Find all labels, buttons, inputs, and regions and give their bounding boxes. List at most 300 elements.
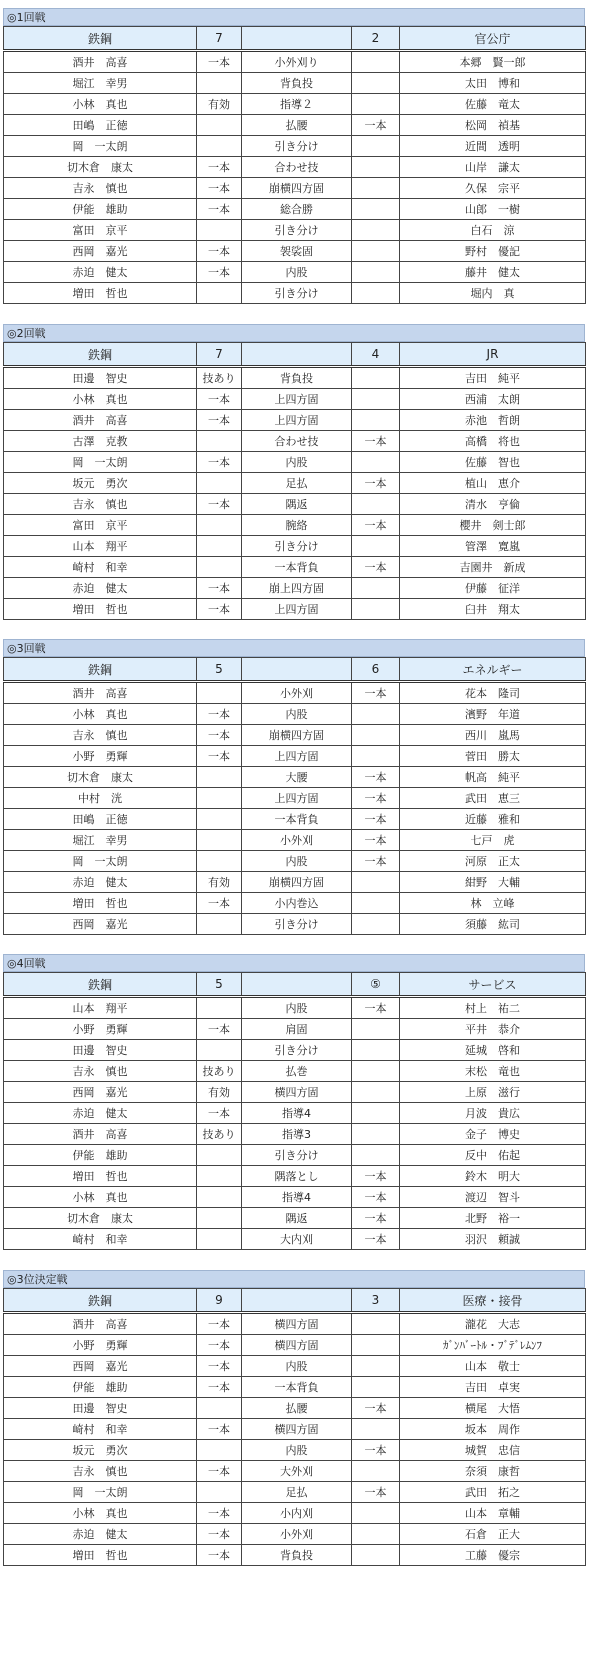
result-a xyxy=(197,136,242,157)
player-a: 富田 京平 xyxy=(4,220,197,241)
match-table xyxy=(3,26,586,304)
result-a xyxy=(197,1398,242,1419)
player-a: 伊能 雄助 xyxy=(4,1145,197,1166)
result-a: 一本 xyxy=(197,893,242,914)
result-a xyxy=(197,536,242,557)
bout-row xyxy=(4,578,586,599)
player-b: 延城 啓和 xyxy=(400,1040,586,1061)
result-a xyxy=(197,1187,242,1208)
bout-row xyxy=(4,1356,586,1377)
round-section xyxy=(3,8,585,304)
result-a: 一本 xyxy=(197,1019,242,1040)
header-blank xyxy=(242,658,352,682)
technique: 内股 xyxy=(242,851,352,872)
player-a: 小林 真也 xyxy=(4,1503,197,1524)
bout-row xyxy=(4,809,586,830)
player-a: 西岡 嘉光 xyxy=(4,1356,197,1377)
technique: 内股 xyxy=(242,262,352,283)
bout-row xyxy=(4,199,586,220)
result-b xyxy=(352,1377,400,1398)
round-title: ◎1回戦 xyxy=(3,8,585,26)
result-a xyxy=(197,1145,242,1166)
result-a xyxy=(197,1440,242,1461)
player-b: 櫻井 剣士郎 xyxy=(400,515,586,536)
bout-row xyxy=(4,136,586,157)
result-a: 一本 xyxy=(197,1419,242,1440)
player-a: 山本 翔平 xyxy=(4,536,197,557)
bout-row xyxy=(4,1461,586,1482)
player-a: 小林 真也 xyxy=(4,704,197,725)
bout-row xyxy=(4,452,586,473)
bout-row xyxy=(4,73,586,94)
result-a: 一本 xyxy=(197,599,242,620)
team-a-score: 7 xyxy=(197,27,242,51)
player-a: 赤迫 健太 xyxy=(4,262,197,283)
result-b xyxy=(352,262,400,283)
match-table xyxy=(3,972,586,1250)
player-b: ｶﾞﾝﾊﾞｰﾄﾙ・ﾌﾞﾃﾞﾚﾑﾝﾌ xyxy=(400,1335,586,1356)
player-b: 野村 優記 xyxy=(400,241,586,262)
result-b xyxy=(352,536,400,557)
round-title: ◎3位決定戦 xyxy=(3,1270,585,1288)
player-b: 吉田 卓実 xyxy=(400,1377,586,1398)
player-b: 管澤 寛嵐 xyxy=(400,536,586,557)
result-b xyxy=(352,1061,400,1082)
bout-row xyxy=(4,893,586,914)
player-a: 増田 哲也 xyxy=(4,1166,197,1187)
player-a: 酒井 高喜 xyxy=(4,410,197,431)
technique: 引き分け xyxy=(242,536,352,557)
player-a: 増田 哲也 xyxy=(4,1545,197,1566)
match-table xyxy=(3,657,586,935)
player-b: 伊藤 征洋 xyxy=(400,578,586,599)
technique: 内股 xyxy=(242,452,352,473)
team-b-score: 4 xyxy=(352,343,400,367)
result-b: 一本 xyxy=(352,767,400,788)
bout-row xyxy=(4,1482,586,1503)
result-b: 一本 xyxy=(352,115,400,136)
bout-row xyxy=(4,473,586,494)
player-b: 上原 滋行 xyxy=(400,1082,586,1103)
bout-row xyxy=(4,1503,586,1524)
technique: 内股 xyxy=(242,1440,352,1461)
result-a: 一本 xyxy=(197,1503,242,1524)
player-a: 坂元 勇次 xyxy=(4,1440,197,1461)
player-b: 高橋 将也 xyxy=(400,431,586,452)
round-title: ◎2回戦 xyxy=(3,324,585,342)
bout-row xyxy=(4,431,586,452)
player-b: 紺野 大輔 xyxy=(400,872,586,893)
player-a: 岡 一太朗 xyxy=(4,136,197,157)
result-a xyxy=(197,1482,242,1503)
player-b: 佐藤 智也 xyxy=(400,452,586,473)
player-b: 鈴木 明大 xyxy=(400,1166,586,1187)
result-b xyxy=(352,1040,400,1061)
result-a xyxy=(197,473,242,494)
result-a: 技あり xyxy=(197,1124,242,1145)
result-a: 技あり xyxy=(197,1061,242,1082)
player-a: 崎村 和幸 xyxy=(4,1419,197,1440)
result-b: 一本 xyxy=(352,1398,400,1419)
result-b xyxy=(352,1313,400,1335)
technique: 一本背負 xyxy=(242,1377,352,1398)
player-b: 太田 博和 xyxy=(400,73,586,94)
result-b: 一本 xyxy=(352,830,400,851)
technique: 指導3 xyxy=(242,1124,352,1145)
technique: 肩固 xyxy=(242,1019,352,1040)
bout-row xyxy=(4,241,586,262)
header-blank xyxy=(242,1289,352,1313)
player-b: 近藤 雅和 xyxy=(400,809,586,830)
bout-row xyxy=(4,1524,586,1545)
result-b: 一本 xyxy=(352,1229,400,1250)
technique: 大内刈 xyxy=(242,1229,352,1250)
player-b: 佐藤 竜太 xyxy=(400,94,586,115)
player-a: 吉永 慎也 xyxy=(4,1461,197,1482)
player-b: 藤井 健太 xyxy=(400,262,586,283)
technique: 隅返 xyxy=(242,1208,352,1229)
result-b xyxy=(352,578,400,599)
bout-row xyxy=(4,283,586,304)
player-b: 瀧花 大志 xyxy=(400,1313,586,1335)
header-blank xyxy=(242,343,352,367)
technique: 指導4 xyxy=(242,1103,352,1124)
result-a: 一本 xyxy=(197,578,242,599)
result-b xyxy=(352,367,400,389)
technique: 一本背負 xyxy=(242,809,352,830)
result-b xyxy=(352,1124,400,1145)
player-a: 岡 一太朗 xyxy=(4,1482,197,1503)
result-b xyxy=(352,893,400,914)
player-b: 白石 涼 xyxy=(400,220,586,241)
technique: 払巻 xyxy=(242,1061,352,1082)
technique: 横四方固 xyxy=(242,1313,352,1335)
bout-row xyxy=(4,746,586,767)
technique: 引き分け xyxy=(242,136,352,157)
team-b-score: 3 xyxy=(352,1289,400,1313)
bout-row xyxy=(4,1377,586,1398)
player-b: 山本 章輔 xyxy=(400,1503,586,1524)
technique: 足払 xyxy=(242,473,352,494)
technique: 引き分け xyxy=(242,283,352,304)
bout-row xyxy=(4,1103,586,1124)
technique: 払腰 xyxy=(242,1398,352,1419)
player-a: 伊能 雄助 xyxy=(4,199,197,220)
result-b xyxy=(352,73,400,94)
round-title: ◎4回戦 xyxy=(3,954,585,972)
bout-row xyxy=(4,1019,586,1040)
technique: 腕絡 xyxy=(242,515,352,536)
technique: 上四方固 xyxy=(242,410,352,431)
result-a: 一本 xyxy=(197,1335,242,1356)
player-a: 小林 真也 xyxy=(4,389,197,410)
result-a: 一本 xyxy=(197,704,242,725)
player-b: 反中 佑起 xyxy=(400,1145,586,1166)
team-a-score: 5 xyxy=(197,973,242,997)
player-a: 崎村 和幸 xyxy=(4,557,197,578)
bout-row xyxy=(4,851,586,872)
bout-row xyxy=(4,515,586,536)
team-b-name: 官公庁 xyxy=(400,27,586,51)
result-b xyxy=(352,410,400,431)
result-b: 一本 xyxy=(352,809,400,830)
player-a: 酒井 高喜 xyxy=(4,682,197,704)
technique: 背負投 xyxy=(242,73,352,94)
result-b xyxy=(352,389,400,410)
player-b: 渡辺 智斗 xyxy=(400,1187,586,1208)
technique: 一本背負 xyxy=(242,557,352,578)
result-a: 一本 xyxy=(197,746,242,767)
result-a: 一本 xyxy=(197,1545,242,1566)
player-b: 坂本 周作 xyxy=(400,1419,586,1440)
technique: 小外刈 xyxy=(242,830,352,851)
player-a: 酒井 高喜 xyxy=(4,1313,197,1335)
player-a: 崎村 和幸 xyxy=(4,1229,197,1250)
bout-row xyxy=(4,704,586,725)
player-a: 山本 翔平 xyxy=(4,997,197,1019)
technique: 大外刈 xyxy=(242,1461,352,1482)
player-b: 北野 裕一 xyxy=(400,1208,586,1229)
player-b: 月波 貴広 xyxy=(400,1103,586,1124)
result-b xyxy=(352,283,400,304)
player-a: 富田 京平 xyxy=(4,515,197,536)
player-a: 坂元 勇次 xyxy=(4,473,197,494)
result-b xyxy=(352,704,400,725)
technique: 引き分け xyxy=(242,1040,352,1061)
player-a: 吉永 慎也 xyxy=(4,178,197,199)
result-b: 一本 xyxy=(352,1482,400,1503)
result-a: 一本 xyxy=(197,1524,242,1545)
result-b xyxy=(352,1356,400,1377)
result-b: 一本 xyxy=(352,1208,400,1229)
player-b: 吉園井 新成 xyxy=(400,557,586,578)
bout-row xyxy=(4,1398,586,1419)
player-b: 吉田 純平 xyxy=(400,367,586,389)
result-b xyxy=(352,1503,400,1524)
player-a: 中村 洸 xyxy=(4,788,197,809)
result-a xyxy=(197,220,242,241)
player-b: 本郷 賢一郎 xyxy=(400,51,586,73)
team-a-name: 鉄鋼 xyxy=(4,343,197,367)
technique: 崩横四方固 xyxy=(242,725,352,746)
team-a-name: 鉄鋼 xyxy=(4,658,197,682)
technique: 横四方固 xyxy=(242,1082,352,1103)
result-a xyxy=(197,515,242,536)
result-a: 一本 xyxy=(197,410,242,431)
bout-row xyxy=(4,1440,586,1461)
bout-row xyxy=(4,1040,586,1061)
player-a: 吉永 慎也 xyxy=(4,494,197,515)
player-b: 山岸 謙太 xyxy=(400,157,586,178)
technique: 払腰 xyxy=(242,115,352,136)
player-a: 赤迫 健太 xyxy=(4,578,197,599)
player-b: 武田 恵三 xyxy=(400,788,586,809)
player-b: 羽沢 頼誠 xyxy=(400,1229,586,1250)
technique: 袈裟固 xyxy=(242,241,352,262)
bout-row xyxy=(4,178,586,199)
result-a: 一本 xyxy=(197,1356,242,1377)
header-row xyxy=(4,658,586,682)
result-b xyxy=(352,1103,400,1124)
player-b: 濱野 年道 xyxy=(400,704,586,725)
result-a: 一本 xyxy=(197,1377,242,1398)
player-b: 石倉 正大 xyxy=(400,1524,586,1545)
player-b: 西川 嵐馬 xyxy=(400,725,586,746)
result-a: 一本 xyxy=(197,199,242,220)
bout-row xyxy=(4,367,586,389)
result-b: 一本 xyxy=(352,997,400,1019)
team-b-score: 2 xyxy=(352,27,400,51)
player-b: 武田 拓之 xyxy=(400,1482,586,1503)
header-blank xyxy=(242,27,352,51)
bout-row xyxy=(4,262,586,283)
player-b: 金子 博史 xyxy=(400,1124,586,1145)
technique: 背負投 xyxy=(242,1545,352,1566)
player-a: 古澤 克教 xyxy=(4,431,197,452)
result-b xyxy=(352,746,400,767)
player-a: 岡 一太朗 xyxy=(4,851,197,872)
result-a xyxy=(197,115,242,136)
player-b: 河原 正太 xyxy=(400,851,586,872)
team-a-name: 鉄鋼 xyxy=(4,27,197,51)
result-b xyxy=(352,872,400,893)
player-a: 切木倉 康太 xyxy=(4,767,197,788)
team-a-name: 鉄鋼 xyxy=(4,1289,197,1313)
result-a xyxy=(197,767,242,788)
result-b xyxy=(352,1545,400,1566)
result-b xyxy=(352,51,400,73)
bout-row xyxy=(4,220,586,241)
player-b: 久保 宗平 xyxy=(400,178,586,199)
bout-row xyxy=(4,1335,586,1356)
player-b: 菅田 勝太 xyxy=(400,746,586,767)
player-a: 田嶋 正徳 xyxy=(4,809,197,830)
result-b xyxy=(352,1461,400,1482)
round-section xyxy=(3,324,585,620)
bout-row xyxy=(4,1166,586,1187)
technique: 横四方固 xyxy=(242,1335,352,1356)
result-a: 有効 xyxy=(197,872,242,893)
player-a: 田邊 智史 xyxy=(4,1040,197,1061)
round-title: ◎3回戦 xyxy=(3,639,585,657)
player-b: 花本 隆司 xyxy=(400,682,586,704)
player-a: 増田 哲也 xyxy=(4,283,197,304)
player-b: 松岡 禎基 xyxy=(400,115,586,136)
team-b-score: ⑤ xyxy=(352,973,400,997)
result-a: 一本 xyxy=(197,1103,242,1124)
technique: 小内巻込 xyxy=(242,893,352,914)
player-a: 増田 哲也 xyxy=(4,599,197,620)
round-section xyxy=(3,639,585,935)
bout-row xyxy=(4,1145,586,1166)
player-a: 赤迫 健太 xyxy=(4,1524,197,1545)
bout-row xyxy=(4,1545,586,1566)
bout-row xyxy=(4,682,586,704)
technique: 上四方固 xyxy=(242,599,352,620)
result-b xyxy=(352,1419,400,1440)
technique: 大腰 xyxy=(242,767,352,788)
result-a xyxy=(197,1166,242,1187)
result-b xyxy=(352,452,400,473)
result-a xyxy=(197,914,242,935)
technique: 小内刈 xyxy=(242,1503,352,1524)
result-a xyxy=(197,1208,242,1229)
technique: 指導２ xyxy=(242,94,352,115)
technique: 小外刈り xyxy=(242,51,352,73)
player-b: 林 立峰 xyxy=(400,893,586,914)
match-table xyxy=(3,1288,586,1566)
result-b: 一本 xyxy=(352,788,400,809)
player-a: 西岡 嘉光 xyxy=(4,1082,197,1103)
player-b: 西浦 太朗 xyxy=(400,389,586,410)
result-b xyxy=(352,1082,400,1103)
result-b: 一本 xyxy=(352,557,400,578)
player-b: 工藤 優宗 xyxy=(400,1545,586,1566)
result-a: 一本 xyxy=(197,389,242,410)
team-a-score: 5 xyxy=(197,658,242,682)
header-blank xyxy=(242,973,352,997)
result-b: 一本 xyxy=(352,515,400,536)
player-b: 帆高 純平 xyxy=(400,767,586,788)
technique: 上四方固 xyxy=(242,746,352,767)
player-a: 赤迫 健太 xyxy=(4,872,197,893)
player-a: 切木倉 康太 xyxy=(4,1208,197,1229)
result-b: 一本 xyxy=(352,431,400,452)
round-section xyxy=(3,1270,585,1566)
bout-row xyxy=(4,389,586,410)
result-a xyxy=(197,788,242,809)
player-b: 清水 亨倫 xyxy=(400,494,586,515)
team-a-name: 鉄鋼 xyxy=(4,973,197,997)
technique: 引き分け xyxy=(242,220,352,241)
technique: 隅返 xyxy=(242,494,352,515)
player-b: 七戸 虎 xyxy=(400,830,586,851)
player-a: 伊能 雄助 xyxy=(4,1377,197,1398)
result-a: 有効 xyxy=(197,1082,242,1103)
player-a: 小野 勇輝 xyxy=(4,1335,197,1356)
technique: 内股 xyxy=(242,1356,352,1377)
player-a: 田嶋 正徳 xyxy=(4,115,197,136)
team-b-name: エネルギー xyxy=(400,658,586,682)
bout-row xyxy=(4,115,586,136)
team-b-name: JR xyxy=(400,343,586,367)
player-a: 小林 真也 xyxy=(4,94,197,115)
player-a: 田邊 智史 xyxy=(4,367,197,389)
result-b: 一本 xyxy=(352,682,400,704)
result-a xyxy=(197,830,242,851)
technique: 合わせ技 xyxy=(242,431,352,452)
result-b: 一本 xyxy=(352,1166,400,1187)
player-b: 須藤 紘司 xyxy=(400,914,586,935)
bout-row xyxy=(4,51,586,73)
player-a: 吉永 慎也 xyxy=(4,1061,197,1082)
player-b: 山本 敬士 xyxy=(400,1356,586,1377)
bout-row xyxy=(4,1187,586,1208)
player-a: 切木倉 康太 xyxy=(4,157,197,178)
round-section xyxy=(3,954,585,1250)
result-a xyxy=(197,809,242,830)
team-a-score: 7 xyxy=(197,343,242,367)
result-a xyxy=(197,557,242,578)
result-b: 一本 xyxy=(352,1440,400,1461)
bout-row xyxy=(4,536,586,557)
technique: 引き分け xyxy=(242,914,352,935)
result-b xyxy=(352,494,400,515)
bout-row xyxy=(4,1061,586,1082)
result-b xyxy=(352,157,400,178)
result-b: 一本 xyxy=(352,851,400,872)
technique: 内股 xyxy=(242,997,352,1019)
